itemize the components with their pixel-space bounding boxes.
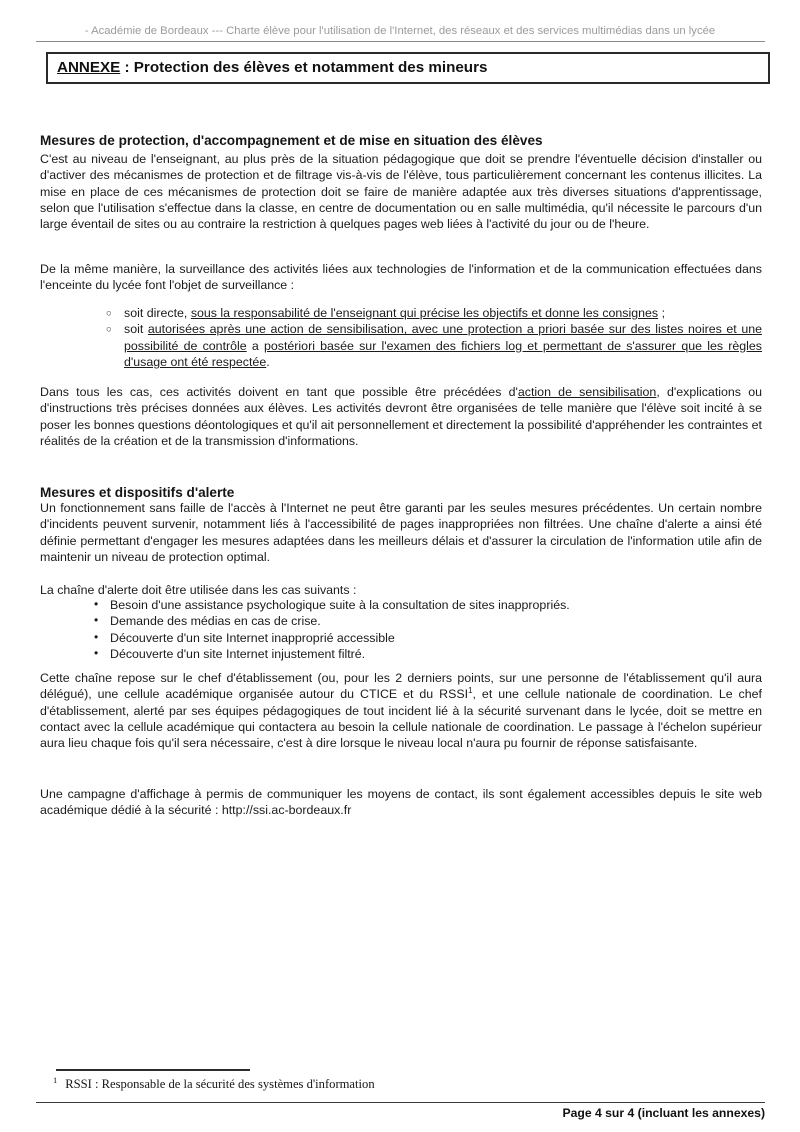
annex-title-text: : Protection des élèves et notamment des mineurs: [120, 59, 488, 76]
footnote-separator: [56, 1069, 250, 1071]
disc-bullet-icon: •: [94, 629, 99, 644]
section-heading-alerte: Mesures et dispositifs d'alerte: [40, 485, 235, 500]
annex-title-box: [46, 52, 770, 84]
paragraph-sensibilisation: Dans tous les cas, ces activités doivent en tant que possible être précédées d'action de sensibilisation, d'explications ou d'instructions très précises données aux élèves. Les activités devront être organisées de telle manière que l'élève soit incité à se poser les bonnes questions déontologiques et qu'il ait personnellement et directement la possibilité d'appréhender les contraintes et réalités de la création et de la transmission d'informations.: [40, 385, 763, 448]
footnote-rssi: $^1$ RSSI : Responsable de la sécurité des systèmes d'information: [53, 1074, 375, 1091]
disc-bullet-icon: •: [94, 645, 99, 660]
disc-bullet-icon: •: [94, 597, 99, 611]
list-item: [40, 646, 762, 662]
page-number: Page 4 sur 4 (incluant les annexes): [562, 1106, 765, 1120]
paragraph-fonctionnement: Un fonctionnement sans faille de l'accès à l'Internet ne peut être garanti par les seules mesures précédentes. Un certain nombre d'incidents peuvent survenir, notamment liés à l'accessibilité de pages inappropriées non filtrées. Une chaîne d'alerte a ainsi été définie permettant d'engager les mesures adaptées dans les meilleurs délais et d'assurer la circulation de l'information utile afin de maintenir un niveau de protection optimal.: [40, 501, 762, 564]
paragraph-enseignant: C'est au niveau de l'enseignant, au plus près de la situation pédagogique que doit se prendre l'éventuelle décision d'installer ou d'activer des mécanismes de protection et de filtrage vis-à-vis de l'élève, tous particulièrement concernant les contenus illicites. La mise en place de ces mécanismes de protection doit se faire de manière adaptée aux très diverses situations d'apprentissage, selon que l'utilisation s'effectue dans la classe, en centre de documentation ou en salle multimédia, qu'il nécessite le parcours d'un large éventail de sites ou au contraire la restriction à quelques pages web liées à l'activité du jour ou de l'heure.: [40, 152, 762, 232]
footer-rule: [36, 1102, 765, 1103]
annex-title-keyword: ANNEXE: [57, 59, 121, 76]
list-item-text: Découverte d'un site Internet inapproprié accessible: [110, 630, 395, 645]
paragraph-surveillance: De la même manière, la surveillance des activités liées aux technologies de l'information et de la communication effectuées dans l'enceinte du lycée font l'objet de surveillance :: [40, 262, 762, 293]
list-item-text: soit autorisées après une action de sensibilisation, avec une protection a priori basée sur des listes noires et une possibilité de contrôle a postériori basée sur l'examen des fichiers log et permettant de s'assurer que les règles d'usage ont été respectée.: [124, 322, 762, 369]
running-header: - Académie de Bordeaux --- Charte élève pour l'utilisation de l'Internet, des réseaux et des services multimédias dans un lycée: [84, 25, 716, 37]
list-item-text: Demande des médias en cas de crise.: [110, 614, 321, 629]
list-item: [40, 613, 762, 629]
list-item: [40, 305, 762, 321]
list-item-text: soit directe, sous la responsabilité de l'enseignant qui précise les objectifs et donne les consignes ;: [124, 306, 666, 320]
surveillance-list: [40, 305, 762, 370]
list-item: [40, 630, 762, 646]
paragraph-campagne-affichage: Une campagne d'affichage à permis de communiquer les moyens de contact, ils sont également accessibles depuis le site web académique dédié à la sécurité : http://ssi.ac-bordeaux.fr: [40, 787, 762, 818]
section-heading-mesures-protection: Mesures de protection, d'accompagnement et de mise en situation des élèves: [40, 133, 543, 148]
paragraph-chaine-repose: Cette chaîne repose sur le chef d'établissement (ou, pour les 2 derniers points, sur une personne de l'établissement qu'il aura délégué), une cellule académique organisée autour du CTICE et du RSSI$^1$, et une cellule nationale de coordination. Le chef d'établissement, alerté par ses équipes pédagogiques de tout incident lié à la sécurité survenant dans le lycée, doit se mettre en contact avec la cellule académique qui contactera au besoin la cellule nationale de coordination. Le passage à l'échelon supérieur aura lieu chaque fois qu'il sera nécessaire, c'est à dire lorsque le niveau local n'aura pu fournir de réponse satisfaisante.: [40, 671, 762, 751]
circle-bullet-icon: ○: [106, 308, 112, 319]
alert-cases-intro: La chaîne d'alerte doit être utilisée dans les cas suivants :: [40, 583, 357, 597]
list-item: [40, 321, 762, 370]
circle-bullet-icon: ○: [106, 324, 112, 336]
list-item-text: Découverte d'un site Internet injustement filtré.: [110, 646, 366, 661]
list-item: [40, 597, 762, 613]
disc-bullet-icon: •: [94, 613, 99, 628]
list-item-text: Besoin d'une assistance psychologique suite à la consultation de sites inappropriés.: [110, 598, 570, 612]
header-rule: [36, 41, 765, 42]
alert-cases-list: [40, 597, 762, 662]
